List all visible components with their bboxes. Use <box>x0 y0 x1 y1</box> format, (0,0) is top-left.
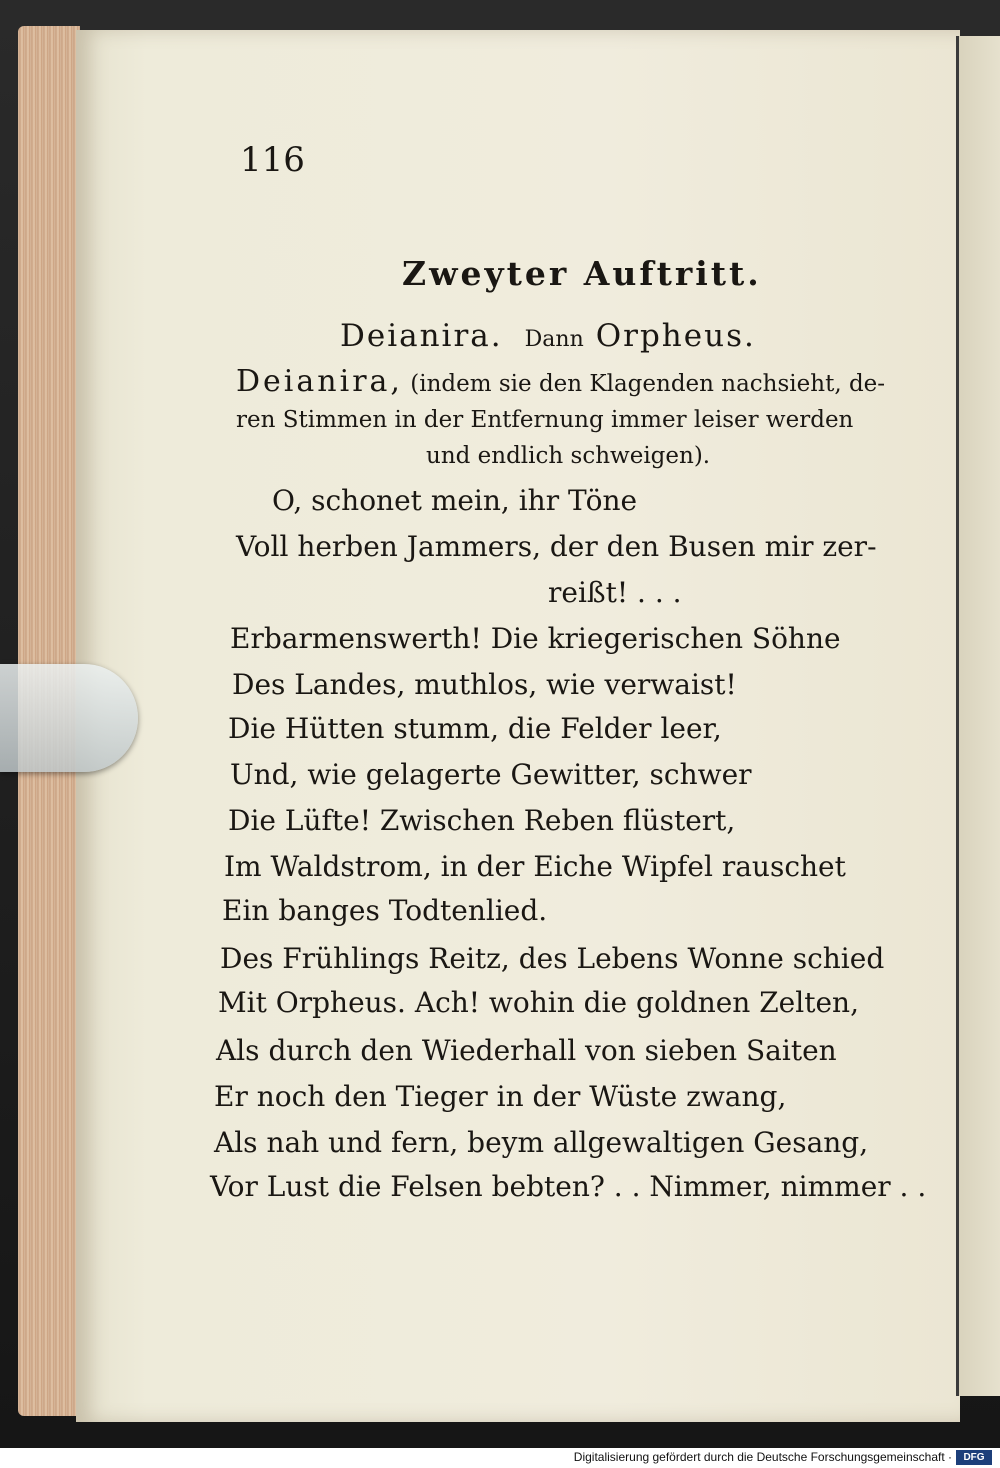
verse-line: Mit Orpheus. Ach! wohin die goldnen Zelten, <box>218 986 859 1019</box>
verse-line: Erbarmenswerth! Die kriegerischen Söhne <box>230 622 841 655</box>
verse-line: Des Landes, muthlos, wie verwaist! <box>232 668 737 701</box>
verse-line: Als durch den Wiederhall von sieben Saiten <box>216 1034 837 1067</box>
verse-line: reißt! . . . <box>548 576 682 609</box>
verse-line: Ein banges Todtenlied. <box>222 894 548 927</box>
verse-line: Die Hütten stumm, die Felder leer, <box>228 712 722 745</box>
stage-direction-line-3: und endlich schweigen). <box>426 443 711 469</box>
verse-line: Des Frühlings Reitz, des Lebens Wonne schied <box>220 942 885 975</box>
cast-first: Deianira. <box>340 318 503 354</box>
verse-line: Voll herben Jammers, der den Busen mir zer- <box>236 530 877 563</box>
page-clip <box>0 664 138 772</box>
speaker-name: Deianira, <box>236 364 403 399</box>
dfg-logo: DFG <box>956 1450 992 1465</box>
verse-line: Die Lüfte! Zwischen Reben flüstert, <box>228 804 736 837</box>
verse-line: Im Waldstrom, in der Eiche Wipfel rauschet <box>224 850 846 883</box>
facing-page-edge <box>956 36 1000 1396</box>
verse-line: Vor Lust die Felsen bebten? . . Nimmer, nimmer . . <box>210 1170 927 1203</box>
footer-bar <box>0 1448 1000 1468</box>
page-number: 116 <box>240 140 305 180</box>
cast-line <box>340 318 756 354</box>
stage-direction-line-1: Deianira, (indem sie den Klagenden nachsieht, de- <box>236 364 886 399</box>
scene-title: Zweyter Auftritt. <box>402 254 762 293</box>
verse-line: Als nah und fern, beym allgewaltigen Gesang, <box>214 1126 869 1159</box>
stage-direction-line-2: ren Stimmen in der Entfernung immer leiser werden <box>236 407 854 433</box>
verse-line: O, schonet mein, ihr Töne <box>272 484 638 517</box>
cast-then: Dann <box>524 327 584 352</box>
cast-second: Orpheus. <box>595 318 756 354</box>
funding-notice: Digitalisierung gefördert durch die Deutsche Forschungsgemeinschaft · <box>573 1450 952 1464</box>
stage-direction <box>236 364 885 474</box>
verse-line: Er noch den Tieger in der Wüste zwang, <box>214 1080 787 1113</box>
verse-line: Und, wie gelagerte Gewitter, schwer <box>230 758 752 791</box>
